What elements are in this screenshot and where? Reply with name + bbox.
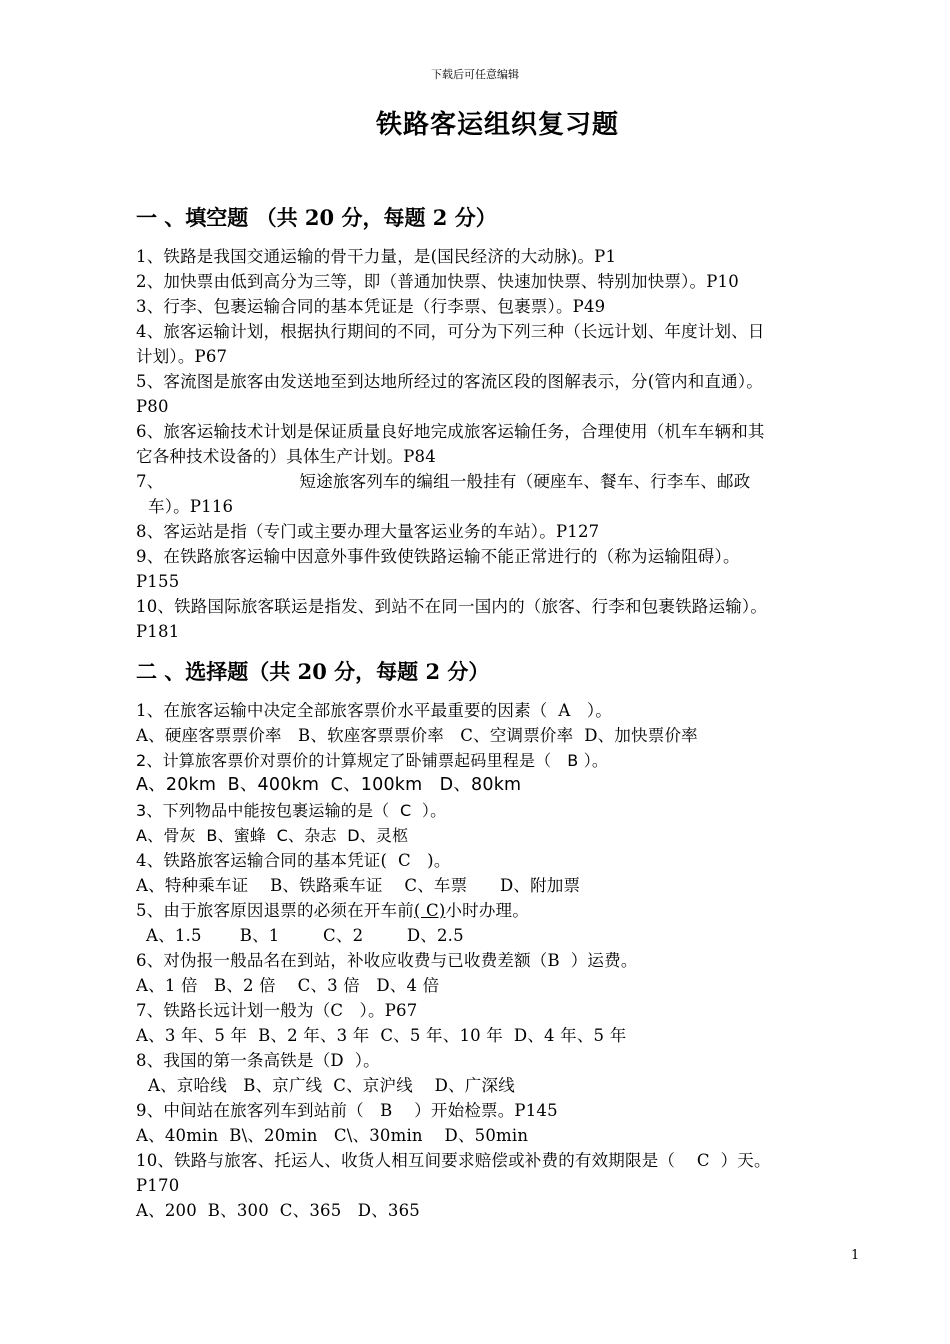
document-body (136, 200, 876, 1223)
question-line: 10、铁路与旅客、托运人、收货人相互间要求赔偿或补费的有效期限是（ C ）天。 (136, 1151, 771, 1170)
question-text: 5、由于旅客原因退票的必须在开车前 (136, 901, 414, 920)
options-line: A、40min B\、20min C\、30min D、50min (136, 1126, 529, 1145)
question-line: 6、对伪报一般品名在到站，补收应收费与已收费差额（B ）运费。 (136, 951, 638, 970)
question-line: 3、下列物品中能按包裹运输的是（ C ）。 (136, 801, 447, 820)
text-line: 2、加快票由低到高分为三等，即（普通加快票、快速加快票、特别加快票）。P10 (136, 272, 739, 291)
section-heading-fill-in: 一 、填空题 （共 20 分，每题 2 分） (136, 205, 497, 230)
options-line: A、200 B、300 C、365 D、365 (136, 1201, 420, 1220)
options-line: A、3 年、5 年 B、2 年、3 年 C、5 年、10 年 D、4 年、5 年 (136, 1026, 627, 1045)
question-line: P170 (136, 1176, 180, 1195)
text-line: 6、旅客运输技术计划是保证质量良好地完成旅客运输任务，合理使用（机车车辆和其 (136, 422, 765, 441)
text-line: P155 (136, 572, 180, 591)
options-line: A、1.5 B、1 C、2 D、2.5 (146, 926, 464, 945)
choice-question-list (136, 698, 876, 1223)
options-line: A、1 倍 B、2 倍 C、3 倍 D、4 倍 (136, 976, 440, 995)
question-line: 2、计算旅客票价对票价的计算规定了卧铺票起码里程是（ B ）。 (136, 751, 609, 770)
question-line (136, 898, 876, 923)
text-line: P181 (136, 622, 180, 641)
text-line: 车）。P116 (148, 497, 234, 516)
text-line: 3、行李、包裹运输合同的基本凭证是（行李票、包裹票）。P49 (136, 297, 606, 316)
text-line: 1、铁路是我国交通运输的骨干力量，是(国民经济的大动脉)。P1 (136, 247, 617, 266)
options-line: A、20km B、400km C、100km D、80km (136, 775, 522, 795)
options-line: A、硬座客票票价率 B、软座客票票价率 C、空调票价率 D、加快票价率 (136, 726, 698, 745)
options-line: A、京哈线 B、京广线 C、京沪线 D、广深线 (148, 1076, 515, 1095)
section-heading-multiple-choice: 二 、选择题（共 20 分，每题 2 分） (136, 659, 490, 684)
question-line: 7、铁路长远计划一般为（C ）。P67 (136, 1001, 418, 1020)
text-line: 4、旅客运输计划，根据执行期间的不同，可分为下列三种（长远计划、年度计划、日 (136, 322, 765, 341)
question-line: 4、铁路旅客运输合同的基本凭证( C )。 (136, 851, 451, 870)
options-line: A、特种乘车证 B、铁路乘车证 C、车票 D、附加票 (136, 876, 581, 895)
question-line: 8、我国的第一条高铁是（D ）。 (136, 1051, 380, 1070)
question-text-tail: 小时办理。 (445, 901, 529, 920)
question-line: 9、中间站在旅客列车到站前（ B ）开始检票。P145 (136, 1101, 558, 1120)
options-line: A、骨灰 B、蜜蜂 C、杂志 D、灵柩 (136, 826, 409, 845)
text-line: 8、客运站是指（专门或主要办理大量客运业务的车站）。P127 (136, 522, 600, 541)
text-line: 9、在铁路旅客运输中因意外事件致使铁路运输不能正常进行的（称为运输阻碍）。 (136, 547, 740, 566)
text-line: 5、客流图是旅客由发送地至到达地所经过的客流区段的图解表示，分(管内和直通）。 (136, 372, 763, 391)
text-line: P80 (136, 397, 169, 416)
text-line: 7、 短途旅客列车的编组一般挂有（硬座车、餐车、行李车、邮政 (136, 472, 751, 491)
question-line: 1、在旅客运输中决定全部旅客票价水平最重要的因素（ A ）。 (136, 701, 612, 720)
header-note: 下载后可任意编辑 (431, 68, 519, 81)
page-number: 1 (851, 1248, 860, 1263)
answer-blank: ( C) (413, 901, 446, 920)
text-line: 计划）。P67 (136, 347, 228, 366)
text-line: 它各种技术设备的）具体生产计划。P84 (136, 447, 436, 466)
text-line: 10、铁路国际旅客联运是指发、到站不在同一国内的（旅客、行李和包裹铁路运输）。 (136, 597, 768, 616)
fill-in-question-list (136, 244, 876, 644)
document-title: 铁路客运组织复习题 (375, 110, 619, 140)
